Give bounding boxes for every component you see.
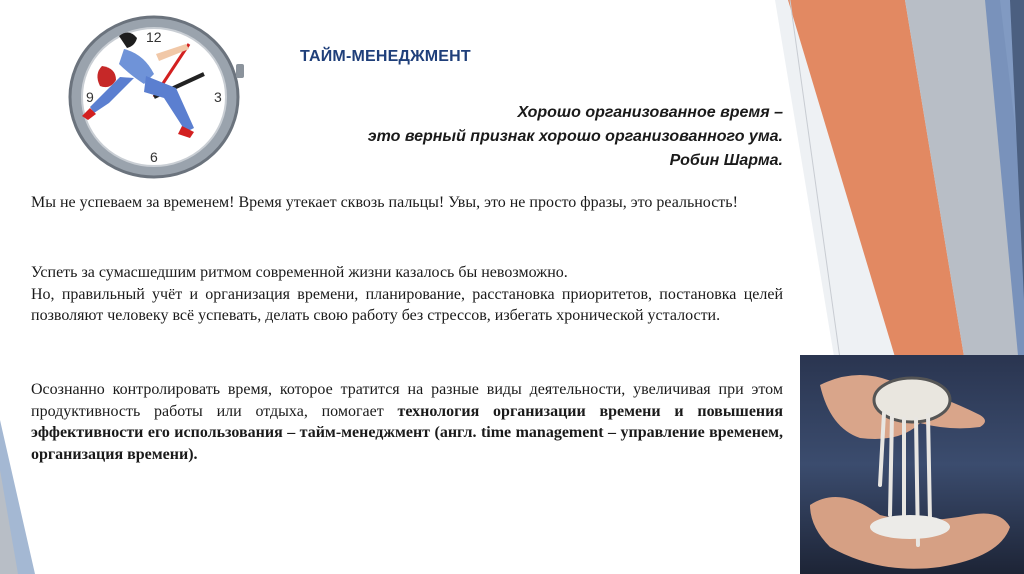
quote-line-2: это верный признак хорошо организованного ума. (367, 128, 783, 145)
clock-illustration (64, 14, 244, 180)
slide-title: ТАЙМ-МЕНЕДЖМЕНТ (300, 48, 471, 65)
melted-pool (870, 515, 950, 539)
melting-clock-hands-image (800, 355, 1024, 574)
epigraph-quote (250, 101, 783, 173)
clock-number-6: 6 (150, 149, 158, 165)
paragraph-3-normal: Осознанно контролировать время, которое тратится на разные виды деятельности, увеличивая при этом продуктивность работы или отдыха, помогает (31, 381, 783, 420)
paragraph-2-line-1: Успеть за сумасшедшим ритмом современной жизни казалось бы невозможно. (31, 264, 568, 281)
paragraph-1: Мы не успеваем за временем! Время утекает сквозь пальцы! Увы, это не просто фразы, это реальность! (31, 194, 738, 211)
clock-number-9: 9 (86, 89, 94, 105)
clock-number-3: 3 (214, 89, 222, 105)
paragraph-3-bold: технология организации времени и повышения эффективности его использования – тайм-менеджмент (англ. time management – управление временем, организация времени). (31, 402, 784, 463)
paragraph-2-rest: Но, правильный учёт и организация времени, планирование, расстановка приоритетов, постановка целей позволяют человеку всё успевать, делать свою работу без стрессов, избегать хронической усталости. (31, 285, 783, 324)
paragraph-3 (31, 379, 783, 465)
quote-author: Робин Шарма. (669, 152, 783, 169)
quote-line-1: Хорошо организованное время – (517, 104, 783, 121)
paragraph-2 (31, 262, 783, 327)
clock-crown (236, 64, 244, 78)
clock-number-12: 12 (146, 29, 162, 45)
